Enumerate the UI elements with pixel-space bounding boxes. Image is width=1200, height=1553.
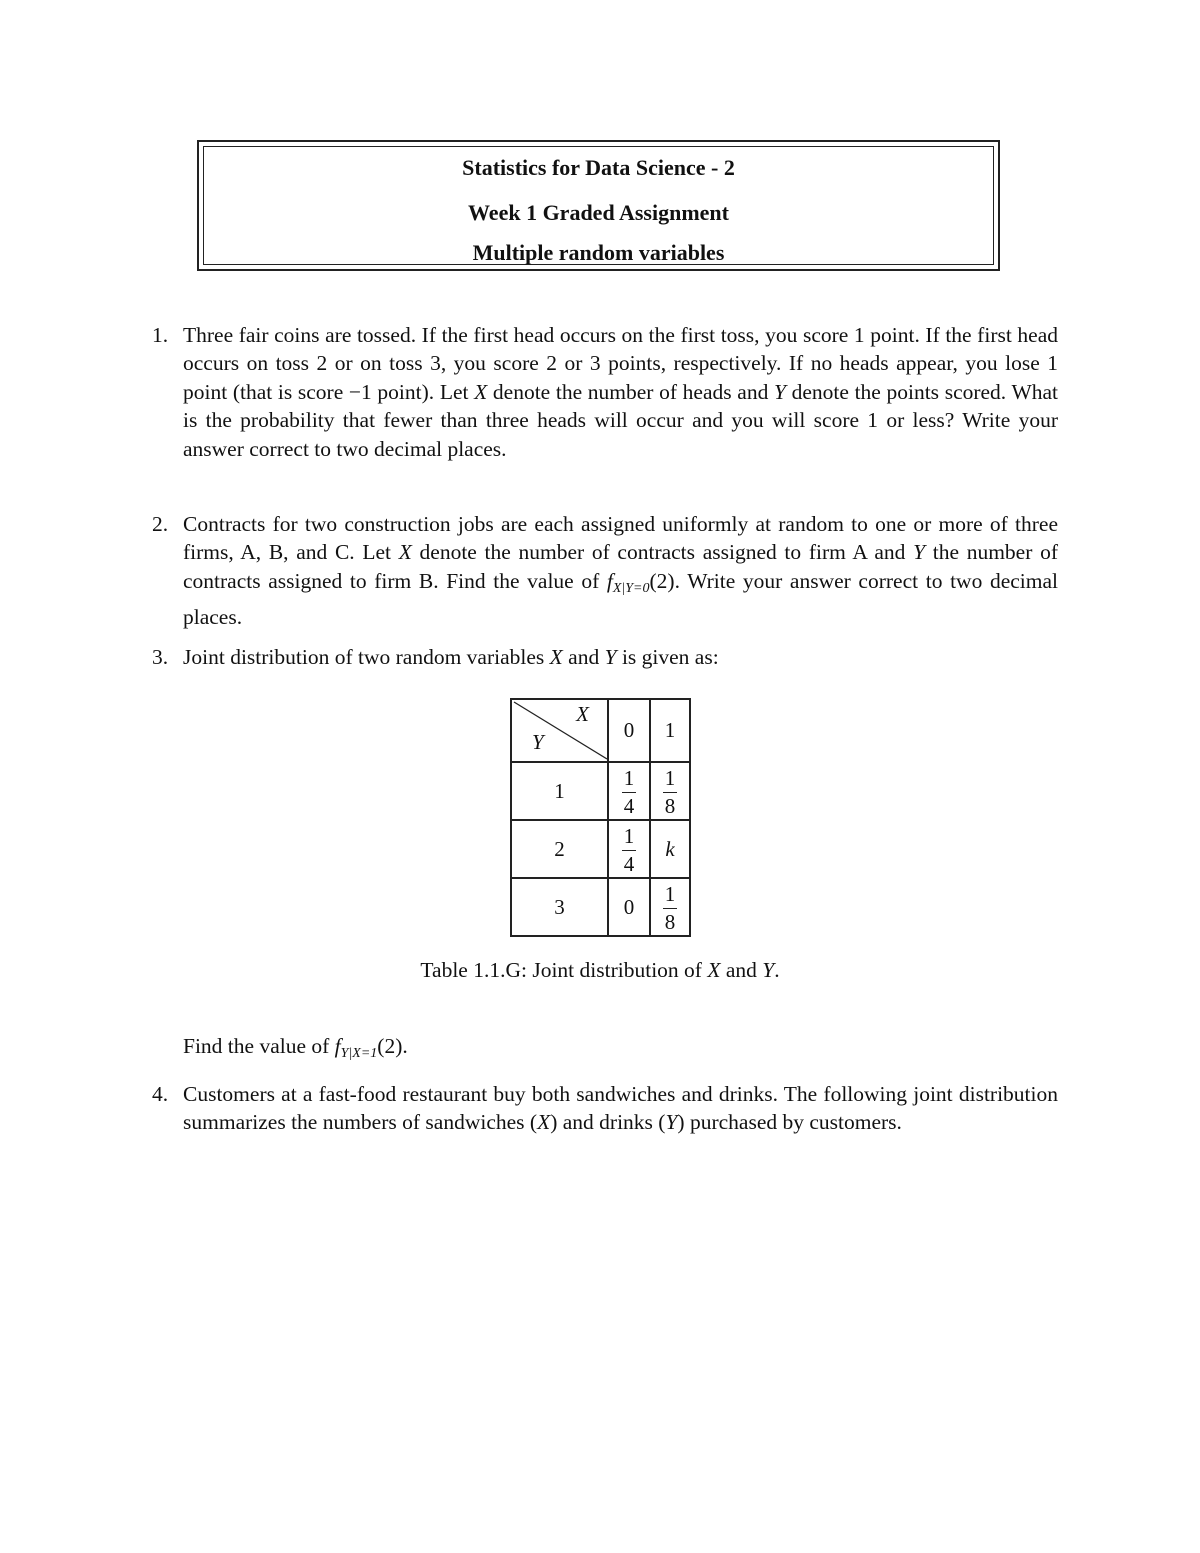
caption-text: Table 1.1.G: Joint distribution of xyxy=(420,958,708,982)
math-var: X xyxy=(537,1110,551,1135)
question-text: Find the value of xyxy=(183,1034,335,1058)
math-arg: (2) xyxy=(377,1034,403,1058)
math-subscript: Y|X=1 xyxy=(340,1046,378,1061)
numerator: 1 xyxy=(664,881,676,906)
joint-distribution-table xyxy=(510,698,691,937)
math-var: X xyxy=(398,540,412,565)
question-text: denote the number of heads and xyxy=(487,379,774,404)
denominator: 8 xyxy=(664,793,676,818)
question-number: 1. xyxy=(152,323,169,347)
table-corner-cell xyxy=(511,699,608,762)
question-text: and xyxy=(562,645,605,669)
cell-value: k xyxy=(665,836,675,861)
question-text: denote the points scored. What is the probability that fewer than three heads will occur and you will score 1 or less? Write your answer correct to two decimal places. xyxy=(183,379,1059,461)
math-subscript: X|Y=0 xyxy=(612,580,650,596)
table-caption xyxy=(0,958,1200,983)
topic-title: Multiple random variables xyxy=(472,240,725,265)
question-text: ) purchased by customers. xyxy=(677,1110,902,1135)
question-text: Three fair coins are tossed. If the first head occurs on the first toss, you score 1 point. If the first head occurs on toss 2 or on toss 3, you score 2 or 3 points, respectively. If no heads appear, you lose 1 point (that is score −1 point). Let xyxy=(183,323,1058,404)
numerator: 1 xyxy=(664,765,676,790)
table-cell xyxy=(608,820,650,878)
math-var: Y xyxy=(773,379,786,404)
assignment-title: Week 1 Graded Assignment xyxy=(468,200,729,225)
math-var: Y xyxy=(762,958,775,982)
question-text: Customers at a fast-food restaurant buy both sandwiches and drinks. The following joint distribution summarizes the numbers of sandwiches ( xyxy=(183,1082,1058,1135)
table-cell: 0 xyxy=(608,878,650,936)
question-3-find xyxy=(183,1032,1058,1068)
math-var: Y xyxy=(913,540,926,565)
question-number: 3. xyxy=(152,645,169,669)
table-row xyxy=(511,878,690,936)
question-text: Contracts for two construction jobs are each assigned uniformly at random to one or more of three firms, A, B, and C. Let xyxy=(183,512,1058,565)
table-row xyxy=(511,820,690,878)
question-text: . xyxy=(402,1034,408,1058)
question-number: 4. xyxy=(152,1082,169,1106)
math-arg: (2) xyxy=(649,568,675,593)
question-text: the number of contracts assigned to firm B. Find the value of xyxy=(183,540,1058,593)
question-4 xyxy=(152,1080,1058,1137)
question-1 xyxy=(152,321,1059,463)
table-cell xyxy=(650,820,690,878)
numerator: 1 xyxy=(623,823,635,848)
caption-text: and xyxy=(720,958,763,982)
row-header: 1 xyxy=(511,762,608,820)
diagonal-divider xyxy=(512,700,607,761)
question-text: is given as: xyxy=(616,645,719,669)
title-box xyxy=(197,140,1000,271)
denominator: 4 xyxy=(623,851,635,876)
denominator: 4 xyxy=(623,793,635,818)
column-header: 0 xyxy=(608,699,650,762)
question-text: ) and drinks ( xyxy=(550,1110,666,1135)
row-header: 3 xyxy=(511,878,608,936)
column-header: 1 xyxy=(650,699,690,762)
row-header: 2 xyxy=(511,820,608,878)
math-var: X xyxy=(474,379,488,404)
math-var: X xyxy=(549,645,563,669)
math-var: X xyxy=(707,958,721,982)
column-variable: X xyxy=(576,702,589,726)
numerator: 1 xyxy=(623,765,635,790)
table-cell xyxy=(608,762,650,820)
question-3 xyxy=(152,643,1058,671)
question-text: Joint distribution of two random variables xyxy=(183,645,550,669)
caption-text: . xyxy=(774,958,780,982)
row-variable: Y xyxy=(532,730,544,754)
question-text: denote the number of contracts assigned to firm A and xyxy=(411,540,914,565)
math-var: Y xyxy=(604,645,617,669)
table-cell xyxy=(650,762,690,820)
math-func: f xyxy=(334,1034,341,1058)
math-func: f xyxy=(606,568,613,593)
course-title: Statistics for Data Science - 2 xyxy=(462,155,735,180)
question-text: . Write your answer correct to two decimal places. xyxy=(183,568,1058,630)
table-cell xyxy=(650,878,690,936)
question-2 xyxy=(152,510,1058,632)
table-row xyxy=(511,762,690,820)
question-number: 2. xyxy=(152,512,169,536)
math-var: Y xyxy=(665,1110,678,1135)
denominator: 8 xyxy=(664,909,676,934)
